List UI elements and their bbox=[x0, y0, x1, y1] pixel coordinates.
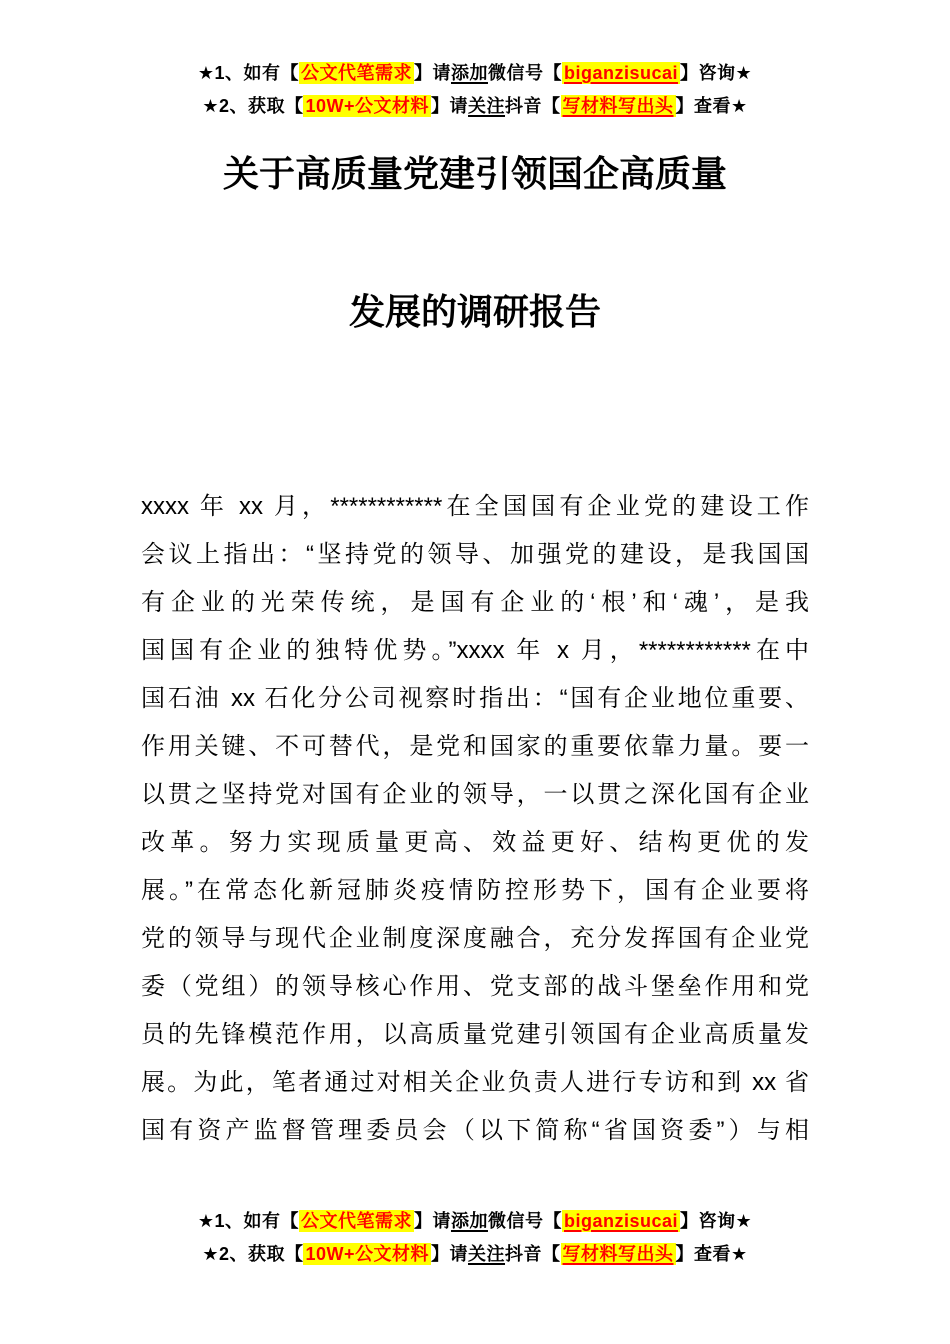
promo-mid: 】请 bbox=[413, 1210, 451, 1231]
promo-prefix: ★1、如有【 bbox=[197, 63, 299, 83]
add-action-underline: 添加 bbox=[450, 63, 488, 83]
footer-promo-line-2 bbox=[0, 1238, 950, 1271]
douyin-name-highlight: 写材料写出头 bbox=[562, 1243, 674, 1264]
writing-need-highlight: 公文代笔需求 bbox=[300, 1210, 412, 1231]
materials-highlight: 10W+公文材料 bbox=[305, 1243, 430, 1264]
body-line: 改革。努力实现质量更高、效益更好、结构更优的发 bbox=[141, 828, 809, 856]
body-line: 展。”在常态化新冠肺炎疫情防控形势下，国有企业要将 bbox=[141, 876, 809, 904]
body-line: 以贯之坚持党对国有企业的领导，一以贯之深化国有企业 bbox=[141, 780, 809, 808]
promo-suffix: 】查看★ bbox=[675, 1243, 748, 1264]
doc-title-line-2: 发展的调研报告 bbox=[348, 290, 601, 332]
add-action-underline: 添加 bbox=[450, 1210, 488, 1231]
promo-mid: 抖音【 bbox=[505, 96, 561, 116]
douyin-name-highlight: 写材料写出头 bbox=[562, 96, 674, 116]
body-line: 员的先锋模范作用，以高质量党建引领国有企业高质量发 bbox=[141, 1020, 809, 1048]
wechat-id-highlight: biganzisucai bbox=[563, 63, 679, 83]
promo-suffix: 】咨询★ bbox=[680, 1210, 753, 1231]
body-line: 有企业的光荣传统，是国有企业的‘根’和‘魂’，是我 bbox=[141, 588, 809, 616]
body-line: 作用关键、不可替代，是党和国家的重要依靠力量。要一 bbox=[141, 732, 809, 760]
promo-mid: 抖音【 bbox=[505, 1243, 561, 1264]
body-line: xxxx 年 xx 月，************在全国国有企业党的建设工作 bbox=[141, 492, 809, 520]
header-promo-line-1 bbox=[0, 57, 950, 90]
header-promo bbox=[0, 0, 950, 123]
body-line: 国石油 xx 石化分公司视察时指出：“国有企业地位重要、 bbox=[141, 684, 809, 712]
body-paragraph bbox=[141, 483, 809, 1155]
promo-mid: 微信号【 bbox=[487, 63, 562, 83]
body-line: 党的领导与现代企业制度深度融合，充分发挥国有企业党 bbox=[141, 924, 809, 952]
promo-suffix: 】查看★ bbox=[675, 96, 748, 116]
promo-mid: 】请 bbox=[431, 96, 469, 116]
promo-prefix: ★2、获取【 bbox=[202, 96, 304, 116]
promo-prefix: ★2、获取【 bbox=[202, 1243, 304, 1264]
body-line: 国有资产监督管理委员会（以下简称“省国资委”）与相 bbox=[141, 1116, 809, 1144]
writing-need-highlight: 公文代笔需求 bbox=[300, 63, 412, 83]
promo-mid: 】请 bbox=[413, 63, 451, 83]
follow-action-underline: 关注 bbox=[468, 96, 506, 116]
materials-highlight: 10W+公文材料 bbox=[305, 96, 430, 116]
promo-prefix: ★1、如有【 bbox=[197, 1210, 299, 1231]
promo-mid: 】请 bbox=[431, 1243, 469, 1264]
footer-promo-line-1 bbox=[0, 1205, 950, 1238]
footer-promo bbox=[0, 1205, 950, 1271]
header-promo-line-2 bbox=[0, 90, 950, 123]
promo-mid: 微信号【 bbox=[487, 1210, 562, 1231]
body-line: 国国有企业的独特优势。”xxxx 年 x 月，************在中 bbox=[141, 636, 809, 664]
body-line: 展。为此，笔者通过对相关企业负责人进行专访和到 xx 省 bbox=[141, 1068, 809, 1096]
body-line: 委（党组）的领导核心作用、党支部的战斗堡垒作用和党 bbox=[141, 972, 809, 1000]
follow-action-underline: 关注 bbox=[468, 1243, 506, 1264]
promo-suffix: 】咨询★ bbox=[680, 63, 753, 83]
wechat-id-highlight: biganzisucai bbox=[563, 1210, 679, 1231]
body-line: 会议上指出：“坚持党的领导、加强党的建设，是我国国 bbox=[141, 540, 809, 568]
doc-title-line-1: 关于高质量党建引领国企高质量 bbox=[222, 153, 727, 194]
